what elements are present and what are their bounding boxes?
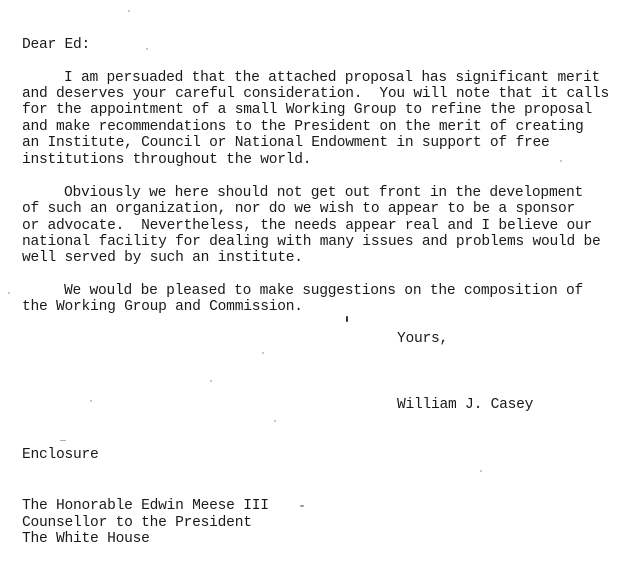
- paragraph-line: and deserves your careful consideration. You will note that it calls: [22, 86, 610, 102]
- paragraph-line: We would be pleased to make suggestions on the composition of: [64, 283, 583, 299]
- scan-speck: [300, 505, 304, 507]
- paragraph-line: I am persuaded that the attached proposal has significant merit: [64, 70, 600, 86]
- scan-speck: [146, 48, 148, 50]
- salutation: Dear Ed:: [22, 37, 91, 53]
- scan-speck: [262, 352, 264, 354]
- scan-speck: [90, 400, 92, 402]
- scan-speck: [346, 316, 348, 322]
- paragraph-line: and make recommendations to the President on the merit of creating: [22, 119, 584, 135]
- scan-speck: [128, 10, 130, 12]
- scan-speck: [210, 380, 212, 382]
- closing: Yours,: [397, 331, 449, 347]
- signature-name: William J. Casey: [397, 397, 534, 413]
- paragraph-line: national facility for dealing with many issues and problems would be: [22, 234, 601, 250]
- paragraph-line: Obviously we here should not get out front in the development: [64, 185, 583, 201]
- scan-speck: [8, 292, 10, 294]
- paragraph-line: of such an organization, nor do we wish to appear to be a sponsor: [22, 201, 575, 217]
- paragraph-line: the Working Group and Commission.: [22, 299, 303, 315]
- scan-speck: [60, 440, 66, 441]
- paragraph-line: for the appointment of a small Working Group to refine the proposal: [22, 102, 593, 118]
- scan-speck: [274, 420, 276, 422]
- scan-speck: [560, 160, 562, 162]
- paragraph-line: or advocate. Nevertheless, the needs appear real and I believe our: [22, 218, 593, 234]
- paragraph-line: an Institute, Council or National Endowment in support of free: [22, 135, 550, 151]
- recipient-line: Counsellor to the President: [22, 515, 252, 531]
- recipient-line: The Honorable Edwin Meese III: [22, 498, 269, 514]
- recipient-line: The White House: [22, 531, 150, 547]
- paragraph-line: well served by such an institute.: [22, 250, 303, 266]
- enclosure-note: Enclosure: [22, 447, 99, 463]
- paragraph-line: institutions throughout the world.: [22, 152, 312, 168]
- scan-speck: [480, 470, 482, 472]
